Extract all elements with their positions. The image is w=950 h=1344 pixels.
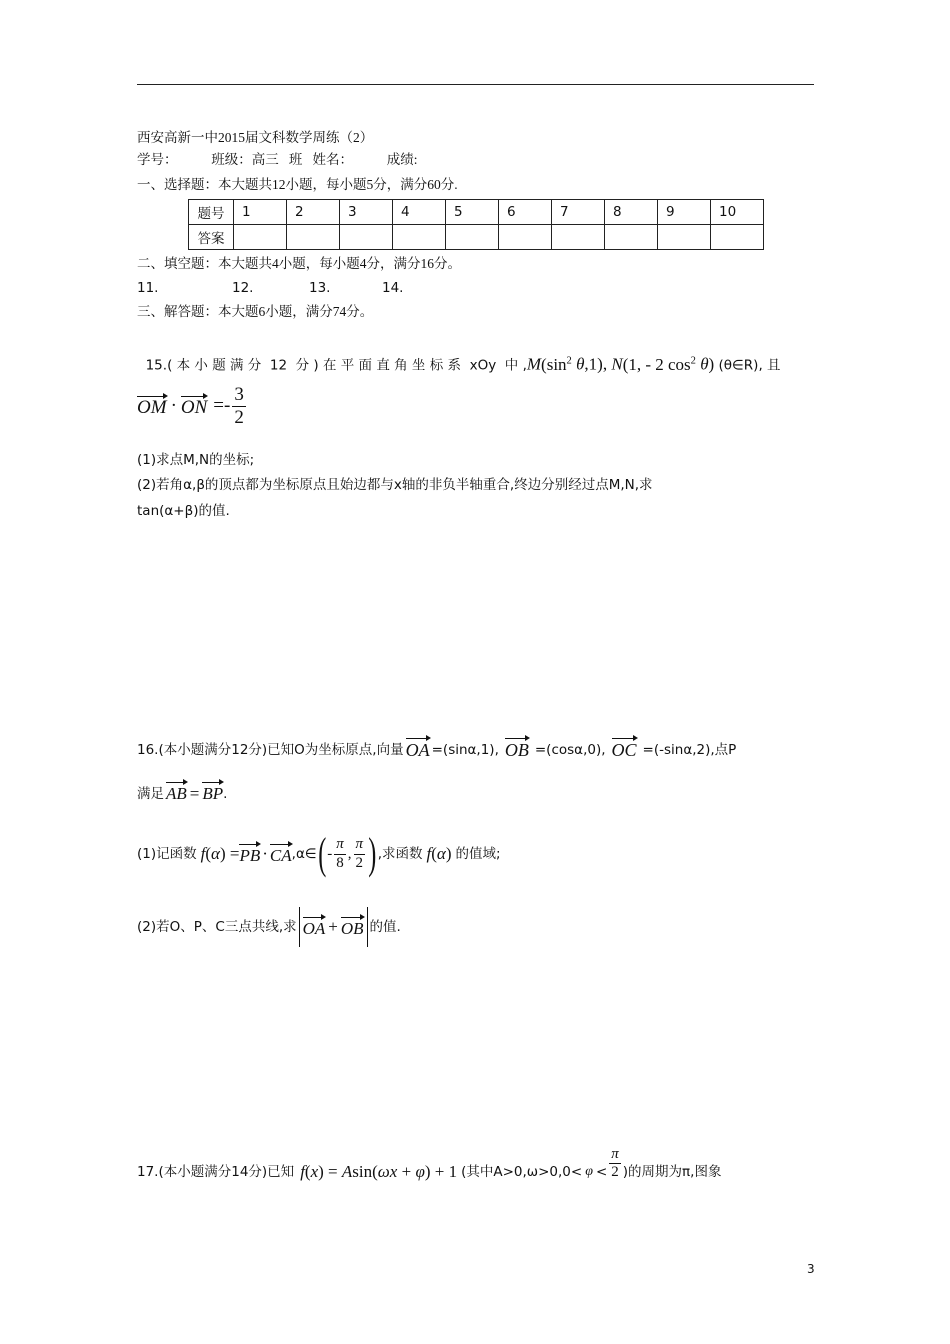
q15-fraction-num: 3: [234, 383, 244, 405]
q15-fraction-den: 2: [234, 406, 244, 428]
exam-title: 西安高新一中2015届文科数学周练（2）: [137, 130, 374, 145]
q16-part-1: [137, 826, 501, 882]
interval-left-paren: (: [317, 829, 326, 878]
minus-sign: -: [327, 846, 333, 862]
q16-cond-suffix: .: [223, 786, 228, 802]
comma: ,: [347, 846, 352, 862]
magnitude-expression: [299, 907, 368, 947]
q16-condition: [137, 779, 227, 803]
vector-on: ON: [180, 396, 208, 418]
vector-bp: BP: [202, 784, 224, 803]
dot-operator: ·: [170, 395, 177, 416]
section-1-title: 一、选择题：本大题共12小题，每小题5分，满分60分.: [137, 177, 458, 192]
fraction-pi-over-2: $\frac{\pi}{2}$: [611, 1145, 619, 1180]
plus-sign: +: [328, 917, 338, 936]
question-number-cell: 5: [446, 200, 499, 225]
q16-part-2: [137, 902, 401, 952]
vector-pb: PB: [239, 845, 261, 865]
answer-cell[interactable]: [658, 225, 711, 250]
q15-eq-sign: =-: [213, 395, 231, 416]
question-number-cell: 10: [711, 200, 764, 225]
vector-ob: OB: [504, 740, 529, 760]
vector-ab: AB: [166, 784, 187, 803]
equals-sign: =: [189, 784, 200, 803]
answer-cell[interactable]: [605, 225, 658, 250]
blank-13: 13.: [309, 280, 331, 296]
q15-points-formula: $M(\sin^2$ θ,1), N(1, - 2 $\cos^2 \theta$): [526, 354, 715, 374]
blank-12: 12.: [232, 280, 254, 296]
q15-part-1: (1)求点M,N的坐标;: [137, 452, 255, 468]
q16-intro: 16.(本小题满分12分)已知O为坐标原点,向量: [137, 742, 404, 758]
blank-14: 14.: [382, 280, 404, 296]
q16-oc-value: =(-sinα,2),点P: [642, 742, 737, 758]
answer-cell[interactable]: [552, 225, 605, 250]
answer-table-header-row: [189, 200, 764, 225]
q16-ob-value: =(cosα,0),: [534, 742, 606, 758]
question-number-cell: 7: [552, 200, 605, 225]
answer-cell[interactable]: [340, 225, 393, 250]
section-2-title: 二、填空题：本大题共4小题，每小题4分，满分16分。: [137, 256, 461, 271]
vector-ca: CA: [269, 845, 292, 865]
answer-cell[interactable]: [711, 225, 764, 250]
q17-stem: [137, 1125, 721, 1181]
blank-11: 11.: [137, 280, 159, 296]
question-number-label: 题号: [189, 200, 234, 225]
vector-oc: OC: [611, 740, 637, 760]
q16-p2-prefix: (2)若O、P、C三点共线,求: [137, 919, 297, 935]
interval-right-paren: ): [368, 829, 377, 878]
section-3-title: 三、解答题：本大题6小题，满分74分。: [137, 304, 374, 319]
q16-p1-suffix: 的值域;: [455, 846, 501, 862]
q17-lt: <: [595, 1164, 608, 1180]
page-number: 3: [807, 1262, 815, 1276]
q16-p1-prefix: (1)记函数: [137, 846, 197, 862]
q15-range-note: (θ∈R), 且: [718, 357, 781, 374]
student-info-line: 学号： 班级：高三 班 姓名： 成绩:: [137, 152, 418, 167]
vector-oa: OA: [302, 918, 326, 938]
f-alpha: f(α): [426, 844, 452, 863]
q16-stem: [137, 733, 736, 759]
answer-cell[interactable]: [234, 225, 287, 250]
question-number-cell: 4: [393, 200, 446, 225]
answer-table-answer-row: [189, 225, 764, 250]
q15-part-2-line-2: tan(α+β)的值.: [137, 503, 230, 519]
q16-p2-suffix: 的值.: [369, 919, 401, 935]
fraction-pi-over-2: $\frac{\pi}{2}$: [355, 836, 364, 871]
answer-label: 答案: [189, 225, 234, 250]
question-number-cell: 1: [234, 200, 287, 225]
question-number-cell: 3: [340, 200, 393, 225]
dot-operator: ·: [262, 844, 268, 863]
vector-ob: OB: [340, 918, 364, 938]
q15-part-2-line-1: (2)若角α,β的顶点都为坐标原点且始边都与x轴的非负半轴重合,终边分别经过点M,N,求: [137, 477, 653, 493]
q15-intro: 15.( 本 小 题 满 分 12 分 ) 在 平 面 直 角 坐 标 系 xOy 中 ,: [145, 357, 527, 374]
vector-om: OM: [137, 396, 167, 418]
answer-cell[interactable]: [446, 225, 499, 250]
answer-cell[interactable]: [393, 225, 446, 250]
q17-tail: )的周期为π,图象: [622, 1164, 722, 1180]
q17-function: f(x) = Asin(ωx + φ) + 1: [300, 1162, 458, 1181]
q15-stem: [137, 334, 781, 375]
q16-oa-value: =(sinα,1),: [431, 742, 499, 758]
question-number-cell: 9: [658, 200, 711, 225]
question-number-cell: 6: [499, 200, 552, 225]
f-alpha-def: f(α) =: [200, 844, 240, 863]
fraction-pi-over-8: $\frac{\pi}{8}$: [336, 836, 344, 871]
question-number-cell: 2: [287, 200, 340, 225]
vector-oa: OA: [405, 740, 430, 760]
question-number-cell: 8: [605, 200, 658, 225]
q17-cond: (其中A>0,ω>0,0<: [461, 1164, 583, 1180]
answer-cell[interactable]: [287, 225, 340, 250]
q16-p1-alpha: ,α∈: [291, 846, 317, 862]
q17-intro: 17.(本小题满分14分)已知: [137, 1164, 295, 1180]
q15-fraction: [232, 384, 246, 429]
q15-dot-product-equation: [137, 376, 248, 436]
answer-table: [188, 199, 764, 250]
answer-cell[interactable]: [499, 225, 552, 250]
q16-p1-mid: ,求函数: [377, 846, 423, 862]
header-rule: [137, 84, 814, 85]
q16-cond-prefix: 满足: [137, 786, 164, 802]
phi-symbol: φ: [585, 1164, 593, 1179]
